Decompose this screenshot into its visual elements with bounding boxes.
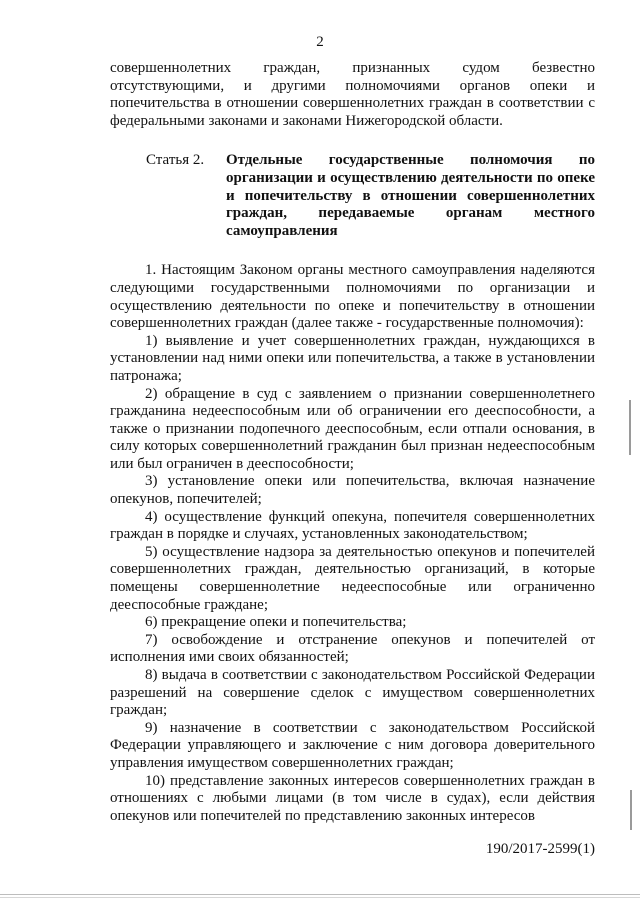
intro-paragraph: совершеннолетних граждан, признанных судом безвестно отсутствующими, и другими полномочиями органов опеки и попечительства в отношении совершеннолетних граждан в соответствии с федеральными законами и законами Нижегородской области.	[110, 60, 595, 129]
list-item-3: 3) установление опеки или попечительства, включая назначение опекунов, попечителей;	[110, 473, 595, 508]
article-label: Статья 2.	[146, 152, 205, 169]
list-item-7: 7) освобождение и отстранение опекунов и попечителей от исполнения ими своих обязанностей;	[110, 631, 595, 666]
scan-edge-mark	[0, 894, 640, 895]
paragraph-1: 1. Настоящим Законом органы местного самоуправления наделяются следующими государственными полномочиями по организации и осуществлению деятельности по опеке и попечительству в отношении совершеннолетних граждан (далее также - государственные полномочия):	[110, 262, 595, 332]
page-number: 2	[316, 34, 324, 50]
list-item-10: 10) представление законных интересов совершеннолетних граждан в отношениях с любыми лицами (в том числе в судах), если действия опекунов или попечителей по представлению законных интересов	[110, 772, 595, 824]
list-item-9: 9) назначение в соответствии с законодательством Российской Федерации управляющего и заключение с ним договора доверительного управления имуществом совершеннолетних граждан;	[110, 719, 595, 771]
list-item-5: 5) осуществление надзора за деятельностью опекунов и попечителей совершеннолетних граждан, деятельностью организаций, в которые помещены совершеннолетние недееспособные или ограниченно дееспособные граждане;	[110, 543, 595, 613]
list-item-1: 1) выявление и учет совершеннолетних граждан, нуждающихся в установлении над ними опеки или попечительства, а также в установлении патронажа;	[110, 332, 595, 384]
scan-edge-mark	[629, 400, 631, 455]
list-item-2: 2) обращение в суд с заявлением о признании совершеннолетнего гражданина недееспособным или об ограничении его дееспособности, а также о признании подопечного дееспособным, если отпали основания, в силу которых совершеннолетний гражданин был признан недееспособным или был ограничен в дееспособности;	[110, 385, 595, 472]
list-item-6: 6) прекращение опеки и попечительства;	[145, 614, 407, 631]
scan-edge-mark	[0, 897, 640, 898]
list-item-8: 8) выдача в соответствии с законодательством Российской Федерации разрешений на совершение сделок с имуществом совершеннолетних граждан;	[110, 667, 595, 719]
list-item-4: 4) осуществление функций опекуна, попечителя совершеннолетних граждан в порядке и случаях, установленных законодательством;	[110, 508, 595, 543]
scan-edge-mark	[630, 790, 632, 830]
article-heading	[110, 152, 595, 240]
document-body	[110, 60, 595, 825]
document-code: 190/2017-2599(1)	[485, 841, 595, 857]
article-title: Отдельные государственные полномочия по организации и осуществлению деятельности по опеке и попечительству в отношении совершеннолетних граждан, передаваемые органам местного самоуправления	[226, 152, 595, 239]
